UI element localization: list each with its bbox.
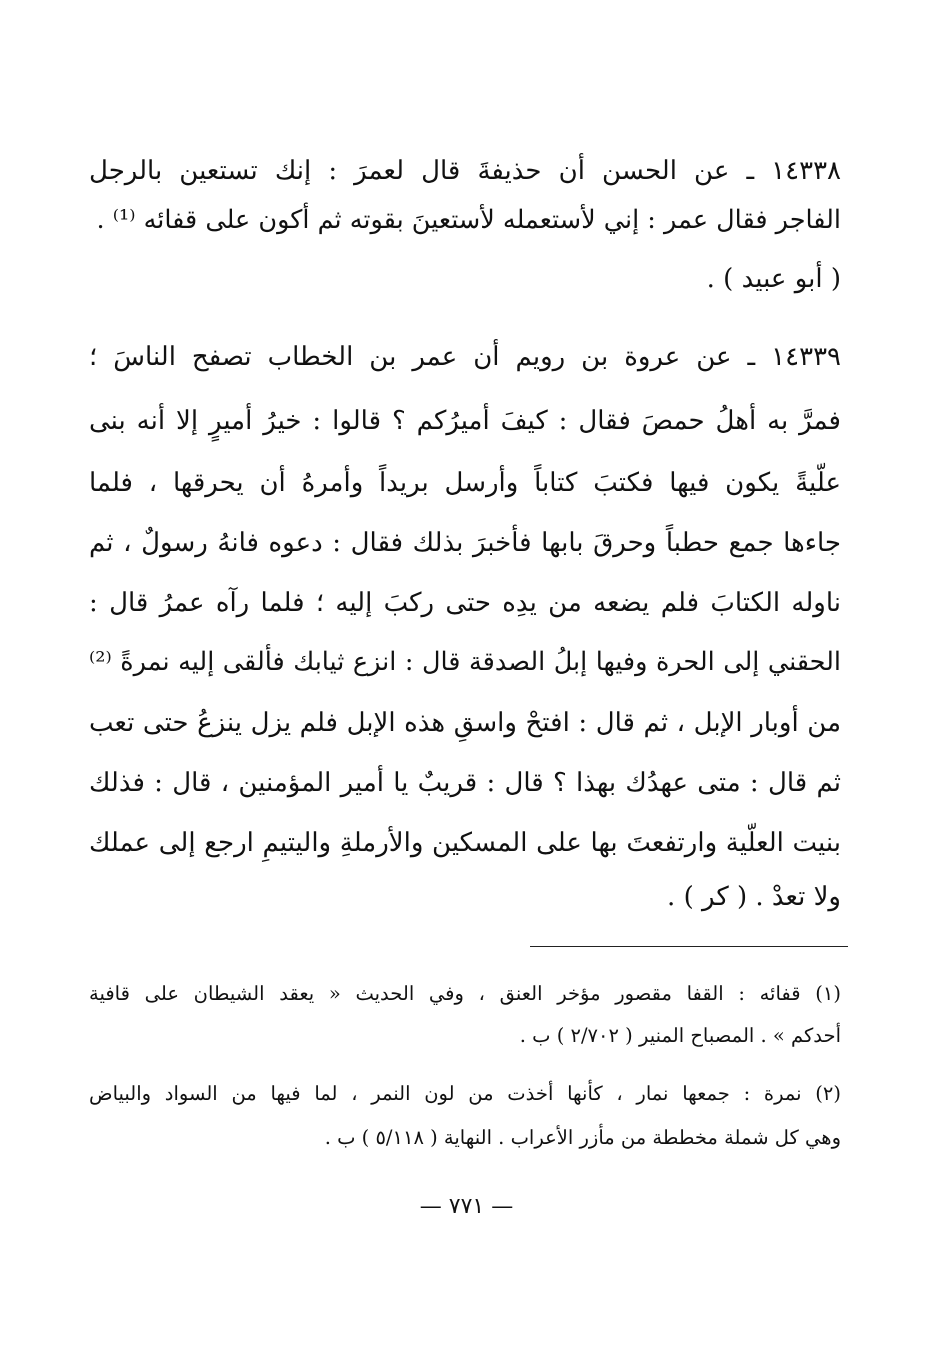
text-line: ١٤٣٣٩ ـ عن عروة بن رويم أن عمر بن الخطاب تصفح الناسَ ؛	[89, 342, 841, 372]
footnote-separator	[530, 946, 848, 947]
footnote-line: (٢) نمرة : جمعها نمار ، كأنها أخذت من لون النمر ، لما فيها من السواد والبياض	[89, 1082, 841, 1105]
text-line: الحقني إلى الحرة وفيها إبلُ الصدقة قال : انزع ثيابك فألقى إليه نمرةً ⁽²⁾	[89, 647, 841, 677]
text-line: ولا تعدْ . ( كر ) .	[667, 882, 841, 912]
source-citation: ( أبو عبيد ) .	[706, 264, 841, 294]
footnote-line: أحدكم » . المصباح المنير ( ٢/٧٠٢ ) ب .	[519, 1024, 841, 1047]
text-line: ناوله الكتابَ فلم يضعه من يدِه حتى ركبَ إليه ؛ فلما رآه عمرُ قال :	[89, 588, 841, 618]
text-line: ثم قال : متى عهدُك بهذا ؟ قال : قريبٌ يا أمير المؤمنين ، قال : فذلك	[89, 768, 841, 798]
text-line: علّيةً يكون فيها فكتبَ كتاباً وأرسل بريداً وأمرهُ أن يحرقها ، فلما	[89, 468, 841, 498]
text-line: فمرَّ به أهلُ حمصَ فقال : كيفَ أميرُكم ؟ قالوا : خيرُ أميرٍ إلا أنه بنى	[89, 406, 841, 436]
footnote-line: (١) قفائه : القفا مقصور مؤخر العنق ، وفي الحديث « يعقد الشيطان على قافية	[89, 982, 841, 1005]
text-line: بنيت العلّية وارتفعتَ بها على المسكين والأرملةِ واليتيمِ ارجع إلى عملك	[89, 828, 841, 858]
page-number: — ٧٧١ —	[419, 1194, 514, 1219]
text-line: الفاجر فقال عمر : إني لأستعمله لأستعينَ بقوته ثم أكون على قفائه ⁽¹⁾ .	[96, 205, 841, 235]
text-line: ١٤٣٣٨ ـ عن الحسن أن حذيفةَ قال لعمرَ : إنك تستعين بالرجل	[89, 156, 841, 186]
footnote-line: وهي كل شملة مخططة من مأزر الأعراب . النهاية ( ٥/١١٨ ) ب .	[324, 1126, 841, 1149]
text-line: جاءها جمع حطباً وحرقَ بابها فأخبرَ بذلك فقال : دعوه فانهُ رسولٌ ، ثم	[89, 528, 841, 558]
text-line: من أوبار الإبل ، ثم قال : افتحْ واسقِ هذه الإبل فلم يزل ينزعُ حتى تعب	[89, 708, 841, 738]
